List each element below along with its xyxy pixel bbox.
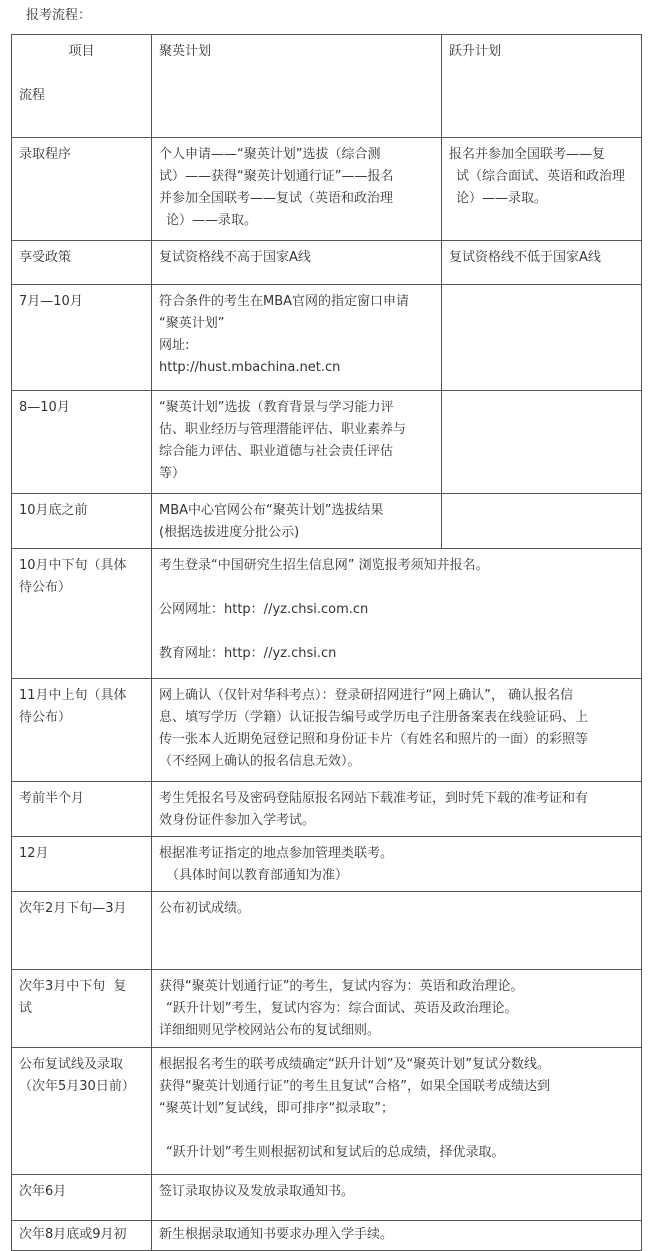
row-label: 录取程序 [12, 138, 152, 241]
merged-cell: 根据准考证指定的地点参加管理类联考。 （具体时间以教育部通知为准） [152, 837, 642, 892]
merged-cell: 根据报名考生的联考成绩确定“跃升计划”及“聚英计划”复试分数线。 获得“聚英计划通行证”的考生且复试“合格”，如果全国联考成绩达到 “聚英计划”复试线，即可排序“拟录取”； “跃升计划”考生则根据初试和复试后的总成绩，择优录取。 [152, 1048, 642, 1175]
header-cell-juying [152, 35, 442, 138]
row-label: 12月 [12, 837, 152, 892]
row-label: 次年2月下旬—3月 [12, 892, 152, 970]
row-label: 7月—10月 [12, 285, 152, 391]
merged-cell: 网上确认（仅针对华科考点）：登录研招网进行“网上确认”， 确认报名信 息、填写学历（学籍）认证报告编号或学历电子注册备案表在线验证码、上 传一张本人近期免冠登记照和身份证卡片（有姓名和照片的一面）的彩照等 （不经网上确认的报名信息无效）。 [152, 679, 642, 782]
table-row [12, 970, 642, 1048]
row-label: 10月底之前 [12, 494, 152, 549]
yuesheng-cell: 报名并参加全国联考——复 试（综合面试、英语和政治理 论）——录取。 [442, 138, 642, 241]
header-process-label: 流程 [19, 88, 46, 103]
table-row [12, 1221, 642, 1251]
row-label: 享受政策 [12, 241, 152, 285]
header-juying-label: 聚英计划 [159, 44, 212, 59]
yuesheng-cell [442, 391, 642, 494]
public-network-url[interactable]: 公网网址：http：//yz.chsi.com.cn [159, 602, 369, 617]
table-row [12, 679, 642, 782]
merged-cell: 签订录取协议及发放录取通知书。 [152, 1175, 642, 1221]
row-label: 考前半个月 [12, 782, 152, 837]
table-row [12, 138, 642, 241]
row-label: 10月中下旬（具体 待公布） [12, 549, 152, 679]
table-row [12, 391, 642, 494]
row-label: 公布复试线及录取 （次年5月30日前） [12, 1048, 152, 1175]
page-heading: 报考流程： [26, 8, 92, 23]
yuesheng-cell [442, 494, 642, 549]
row-label: 次年6月 [12, 1175, 152, 1221]
row-label: 次年3月中下旬 复 试 [12, 970, 152, 1048]
table-row [12, 549, 642, 679]
table-row [12, 837, 642, 892]
table-row [12, 285, 642, 391]
juying-cell: “聚英计划”选拔（教育背景与学习能力评 估、职业经历与管理潜能评估、职业素养与 综合能力评估、职业道德与社会责任评估 等） [152, 391, 442, 494]
yuesheng-cell [442, 285, 642, 391]
row-label: 11月中上旬（具体 待公布） [12, 679, 152, 782]
header-cell-yuesheng [442, 35, 642, 138]
table-row [12, 782, 642, 837]
table-header-row [12, 35, 642, 138]
row-label: 次年8月底或9月初 [12, 1221, 152, 1251]
row-label: 8—10月 [12, 391, 152, 494]
yuesheng-cell: 复试资格线不低于国家A线 [442, 241, 642, 285]
header-cell-item-process [12, 35, 152, 138]
merged-cell: 获得“聚英计划通行证”的考生，复试内容为：英语和政治理论。 “跃升计划”考生，复试内容为：综合面试、英语及政治理论。 详细细则见学校网站公布的复试细则。 [152, 970, 642, 1048]
mba-website-link[interactable]: http://hust.mbachina.net.cn [159, 360, 341, 375]
merged-cell: 新生根据录取通知书要求办理入学手续。 [152, 1221, 642, 1251]
merged-cell: 考生登录“中国研究生招生信息网” 浏览报考须知并报名。 公网网址：http：//yz.chsi.com.cn 教育网址：http：//yz.chsi.cn [152, 549, 642, 679]
education-network-url[interactable]: 教育网址：http：//yz.chsi.cn [159, 646, 337, 661]
juying-cell: 个人申请——“聚英计划”选拔（综合测 试）——获得“聚英计划通行证”——报名 并参加全国联考——复试（英语和政治理 论）——录取。 [152, 138, 442, 241]
juying-cell: 复试资格线不高于国家A线 [152, 241, 442, 285]
table-row [12, 1048, 642, 1175]
table-row [12, 1175, 642, 1221]
header-yuesheng-label: 跃升计划 [449, 44, 502, 59]
merged-cell: 考生凭报名号及密码登陆原报名网站下载准考证，到时凭下载的准考证和有 效身份证件参加入学考试。 [152, 782, 642, 837]
application-process-table [11, 34, 642, 1251]
header-item-label: 项目 [68, 44, 95, 59]
juying-cell: MBA中心官网公布“聚英计划”选拔结果 (根据选拔进度分批公示) [152, 494, 442, 549]
merged-cell: 公布初试成绩。 [152, 892, 642, 970]
table-row [12, 241, 642, 285]
juying-cell: 符合条件的考生在MBA官网的指定窗口申请 “聚英计划” 网址: http://hust.mbachina.net.cn [152, 285, 442, 391]
table-row [12, 892, 642, 970]
table-row [12, 494, 642, 549]
